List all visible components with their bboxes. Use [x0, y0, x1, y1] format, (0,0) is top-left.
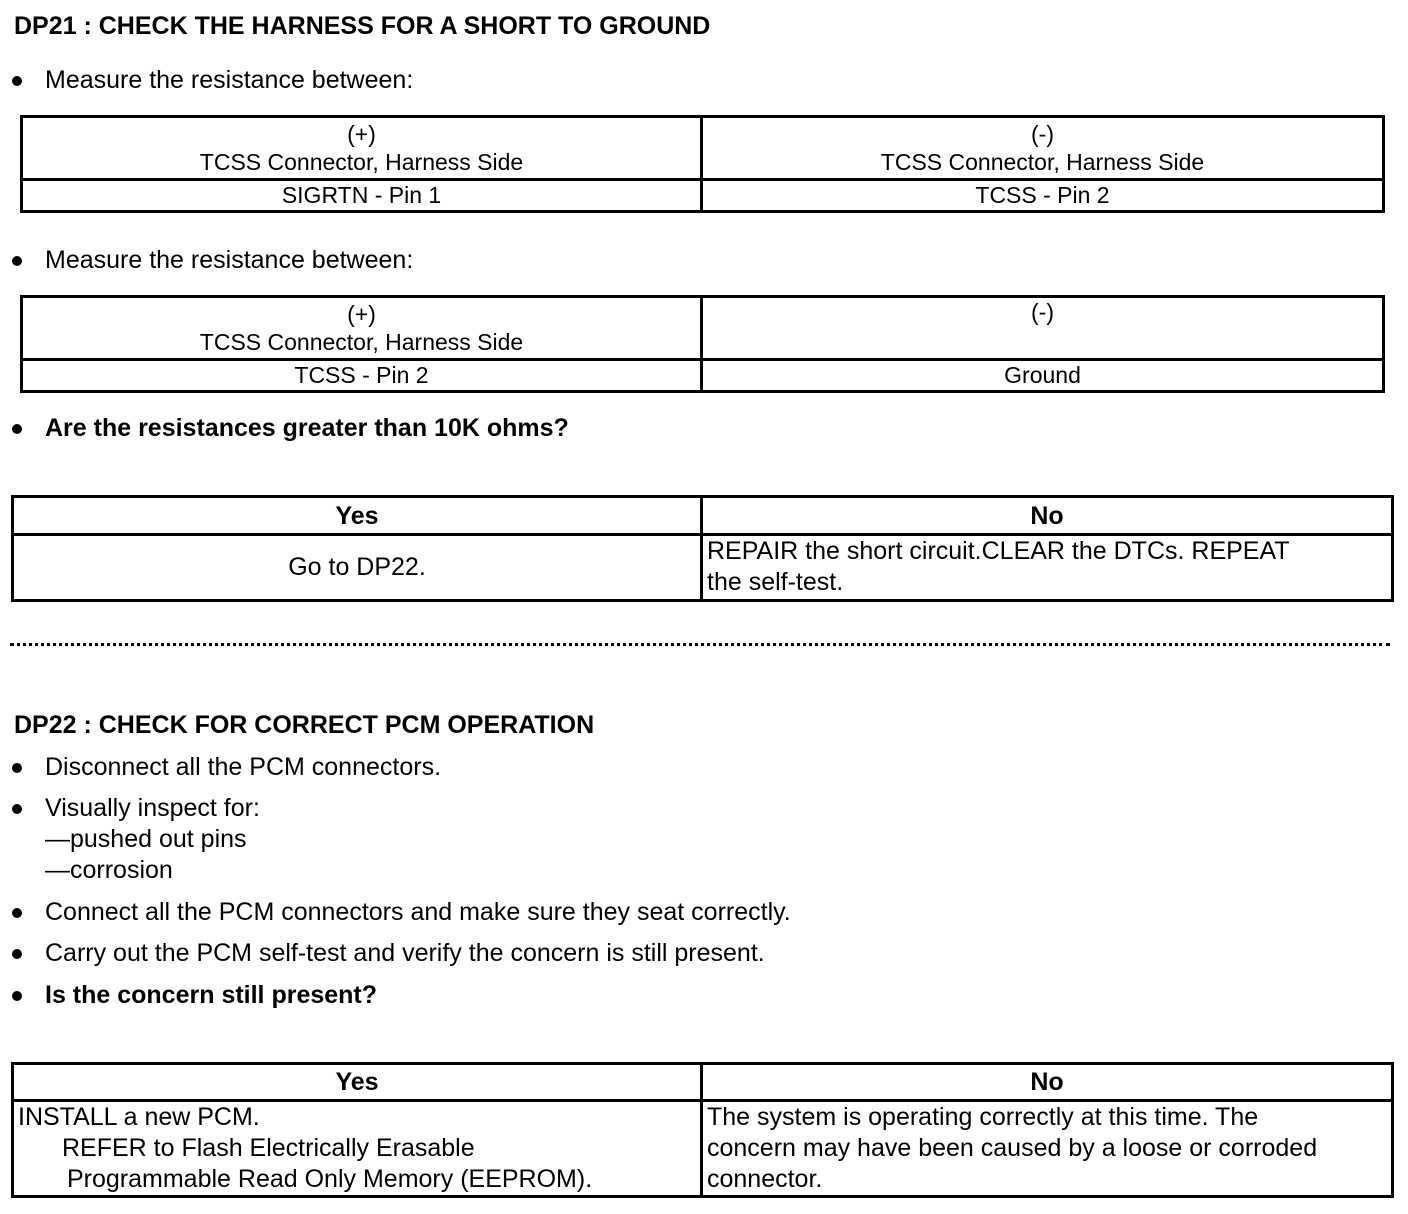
- dp22-step-3-text: Connect all the PCM connectors and make sure they seat correctly.: [45, 898, 791, 926]
- dp21-yes-action: Go to DP22.: [13, 535, 702, 601]
- dp21-step-2-text: Measure the resistance between:: [45, 246, 414, 274]
- dp21-heading: DP21 : CHECK THE HARNESS FOR A SHORT TO GROUND: [14, 12, 711, 40]
- dp22-step-2-text: Visually inspect for:: [45, 794, 260, 822]
- dp22-no-line-3: connector.: [707, 1165, 823, 1193]
- dp21-no-action: [702, 535, 1393, 601]
- table1-positive-sign: (+): [347, 121, 376, 147]
- dp22-yes-header: Yes: [13, 1064, 702, 1101]
- dp21-no-action-line-1: REPAIR the short circuit.CLEAR the DTCs. REPEAT: [707, 537, 1290, 565]
- dp22-yes-line-3: Programmable Read Only Memory (EEPROM).: [67, 1165, 593, 1193]
- bullet-icon: [12, 76, 22, 86]
- table2-positive-value: TCSS - Pin 2: [22, 360, 702, 392]
- dp21-measurement-table-1: [20, 115, 1385, 213]
- dp21-question-text: Are the resistances greater than 10K ohms?: [45, 414, 569, 442]
- table1-positive-value: SIGRTN - Pin 1: [22, 180, 702, 212]
- dp22-step-4-text: Carry out the PCM self-test and verify the concern is still present.: [45, 939, 765, 967]
- table1-negative-label: TCSS Connector, Harness Side: [880, 149, 1205, 175]
- section-divider: [10, 643, 1390, 646]
- table2-positive-label: TCSS Connector, Harness Side: [199, 329, 524, 355]
- bullet-icon: [12, 949, 22, 959]
- dp22-no-line-1: The system is operating correctly at this time. The: [707, 1103, 1259, 1131]
- table1-negative-sign: (-): [1031, 121, 1054, 147]
- dp21-no-action-line-2: the self-test.: [707, 568, 844, 596]
- bullet-icon: [12, 804, 22, 814]
- dp22-no-action: [702, 1101, 1393, 1197]
- dp21-decision-table: [11, 495, 1394, 602]
- dp21-yes-header: Yes: [13, 497, 702, 535]
- dp22-yes-action: [13, 1101, 702, 1197]
- table1-negative-value: TCSS - Pin 2: [702, 180, 1384, 212]
- table2-negative-header: [702, 297, 1384, 360]
- table2-positive-sign: (+): [347, 301, 376, 327]
- dp22-step-2-sub-1: —pushed out pins: [45, 825, 247, 853]
- table1-positive-header: [22, 117, 702, 180]
- bullet-icon: [12, 256, 22, 266]
- dp22-step-2-sub-2: —corrosion: [45, 856, 173, 884]
- bullet-icon: [12, 991, 22, 1001]
- dp22-no-header: No: [702, 1064, 1393, 1101]
- dp21-step-1-text: Measure the resistance between:: [45, 66, 414, 94]
- table1-positive-label: TCSS Connector, Harness Side: [199, 149, 524, 175]
- table1-negative-header: [702, 117, 1384, 180]
- dp22-yes-line-1: INSTALL a new PCM.: [18, 1103, 260, 1131]
- table2-positive-header: [22, 297, 702, 360]
- bullet-icon: [12, 424, 22, 434]
- dp22-no-line-2: concern may have been caused by a loose or corroded: [707, 1134, 1318, 1162]
- dp21-no-header: No: [702, 497, 1393, 535]
- dp22-step-1-text: Disconnect all the PCM connectors.: [45, 753, 442, 781]
- table2-negative-sign: (-): [1031, 299, 1054, 325]
- dp22-question-text: Is the concern still present?: [45, 981, 378, 1009]
- dp22-yes-line-2: REFER to Flash Electrically Erasable: [62, 1134, 475, 1162]
- table2-negative-value: Ground: [702, 360, 1384, 392]
- bullet-icon: [12, 763, 22, 773]
- dp22-decision-table: [11, 1062, 1394, 1198]
- dp21-measurement-table-2: [20, 295, 1385, 393]
- dp22-heading: DP22 : CHECK FOR CORRECT PCM OPERATION: [14, 711, 595, 739]
- bullet-icon: [12, 908, 22, 918]
